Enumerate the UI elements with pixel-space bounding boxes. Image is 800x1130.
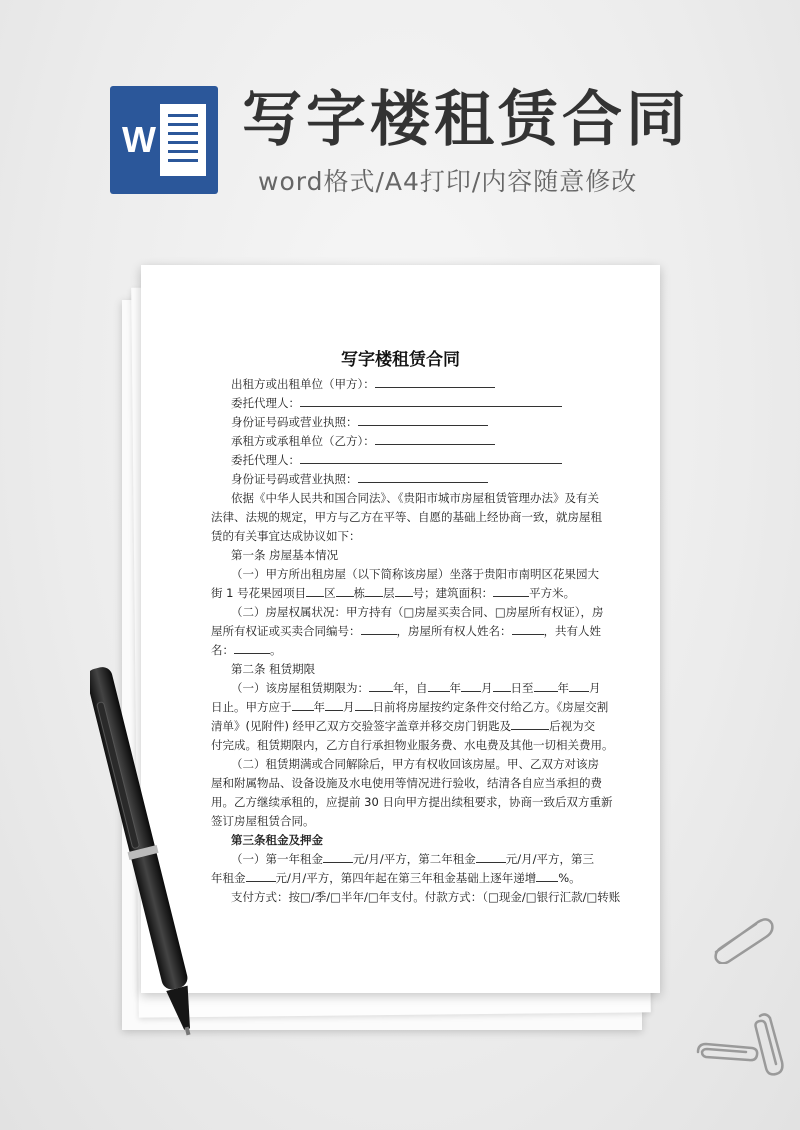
header-banner bbox=[110, 86, 730, 196]
word-letter: W bbox=[122, 119, 156, 160]
article-line: （二）租赁期满或合同解除后，甲方有权收回该房屋。甲、乙双方对该房 bbox=[231, 757, 599, 771]
article-heading: 第二条 租赁期限 bbox=[231, 662, 316, 676]
article-line: （一）该房屋租赁期限为： 年，自 年 月 日至 年 月 bbox=[231, 681, 601, 695]
paperclip-icon bbox=[694, 1038, 760, 1068]
party-line: 出租方或出租单位（甲方）： bbox=[231, 377, 495, 391]
article-line: 街 1 号花果园项目 区 栋 层 号；建筑面积： 平方米。 bbox=[211, 586, 576, 600]
article-heading: 第三条租金及押金 bbox=[231, 833, 323, 847]
article-heading: 第一条 房屋基本情况 bbox=[231, 548, 339, 562]
party-line: 身份证号码或营业执照： bbox=[231, 415, 488, 429]
party-line: 承租方或承租单位（乙方）： bbox=[231, 434, 495, 448]
paperclip-icon bbox=[706, 912, 776, 964]
article-line: 名： 。 bbox=[211, 643, 282, 657]
word-icon bbox=[110, 86, 218, 194]
article-line: 付完成。租赁期限内，乙方自行承担物业服务费、水电费及其他一切相关费用。 bbox=[211, 738, 614, 752]
article-line: （二）房屋权属状况：甲方持有（□房屋买卖合同、□房屋所有权证），房 bbox=[231, 605, 604, 619]
article-line: 屋和附属物品、设备设施及水电使用等情况进行验收，结清各自应当承担的费 bbox=[211, 776, 602, 790]
article-line: 签订房屋租赁合同。 bbox=[211, 814, 315, 828]
party-line: 委托代理人： bbox=[231, 453, 562, 467]
article-line: 屋所有权证或买卖合同编号： ，房屋所有权人姓名： ，共有人姓 bbox=[211, 624, 601, 638]
paperclip-icon bbox=[748, 1010, 788, 1078]
article-line: 支付方式：按□/季/□半年/□年支付。付款方式：（□现金/□银行汇款/□转账 bbox=[231, 890, 621, 904]
intro-line: 依据《中华人民共和国合同法》、《贵阳市城市房屋租赁管理办法》及有关 bbox=[231, 491, 599, 505]
header-title: 写字楼租赁合同 bbox=[242, 85, 690, 155]
article-line: 清单》(见附件) 经甲乙双方交验签字盖章并移交房门钥匙及 后视为交 bbox=[211, 719, 596, 733]
article-line: 年租金 元/月/平方，第四年起在第三年租金基础上逐年递增 %。 bbox=[211, 871, 581, 885]
article-line: 日止。甲方应于 年 月 日前将房屋按约定条件交付给乙方。《房屋交割 bbox=[211, 700, 609, 714]
intro-line: 法律、法规的规定，甲方与乙方在平等、自愿的基础上经协商一致，就房屋租 bbox=[211, 510, 602, 524]
word-doc-lines bbox=[160, 104, 206, 176]
article-line: （一）甲方所出租房屋（以下简称该房屋）坐落于贵阳市南明区花果园大 bbox=[231, 567, 599, 581]
article-line: （一）第一年租金 元/月/平方，第二年租金 元/月/平方，第三 bbox=[231, 852, 594, 866]
article-line: 用。乙方继续承租的，应提前 30 日向甲方提出续租要求，协商一致后双方重新 bbox=[211, 795, 613, 809]
party-line: 委托代理人： bbox=[231, 396, 562, 410]
contract-page bbox=[141, 265, 660, 993]
document-title: 写字楼租赁合同 bbox=[341, 350, 460, 370]
intro-line: 赁的有关事宜达成协议如下： bbox=[211, 529, 361, 543]
header-subtitle: word格式/A4打印/内容随意修改 bbox=[258, 167, 638, 196]
party-line: 身份证号码或营业执照： bbox=[231, 472, 488, 486]
